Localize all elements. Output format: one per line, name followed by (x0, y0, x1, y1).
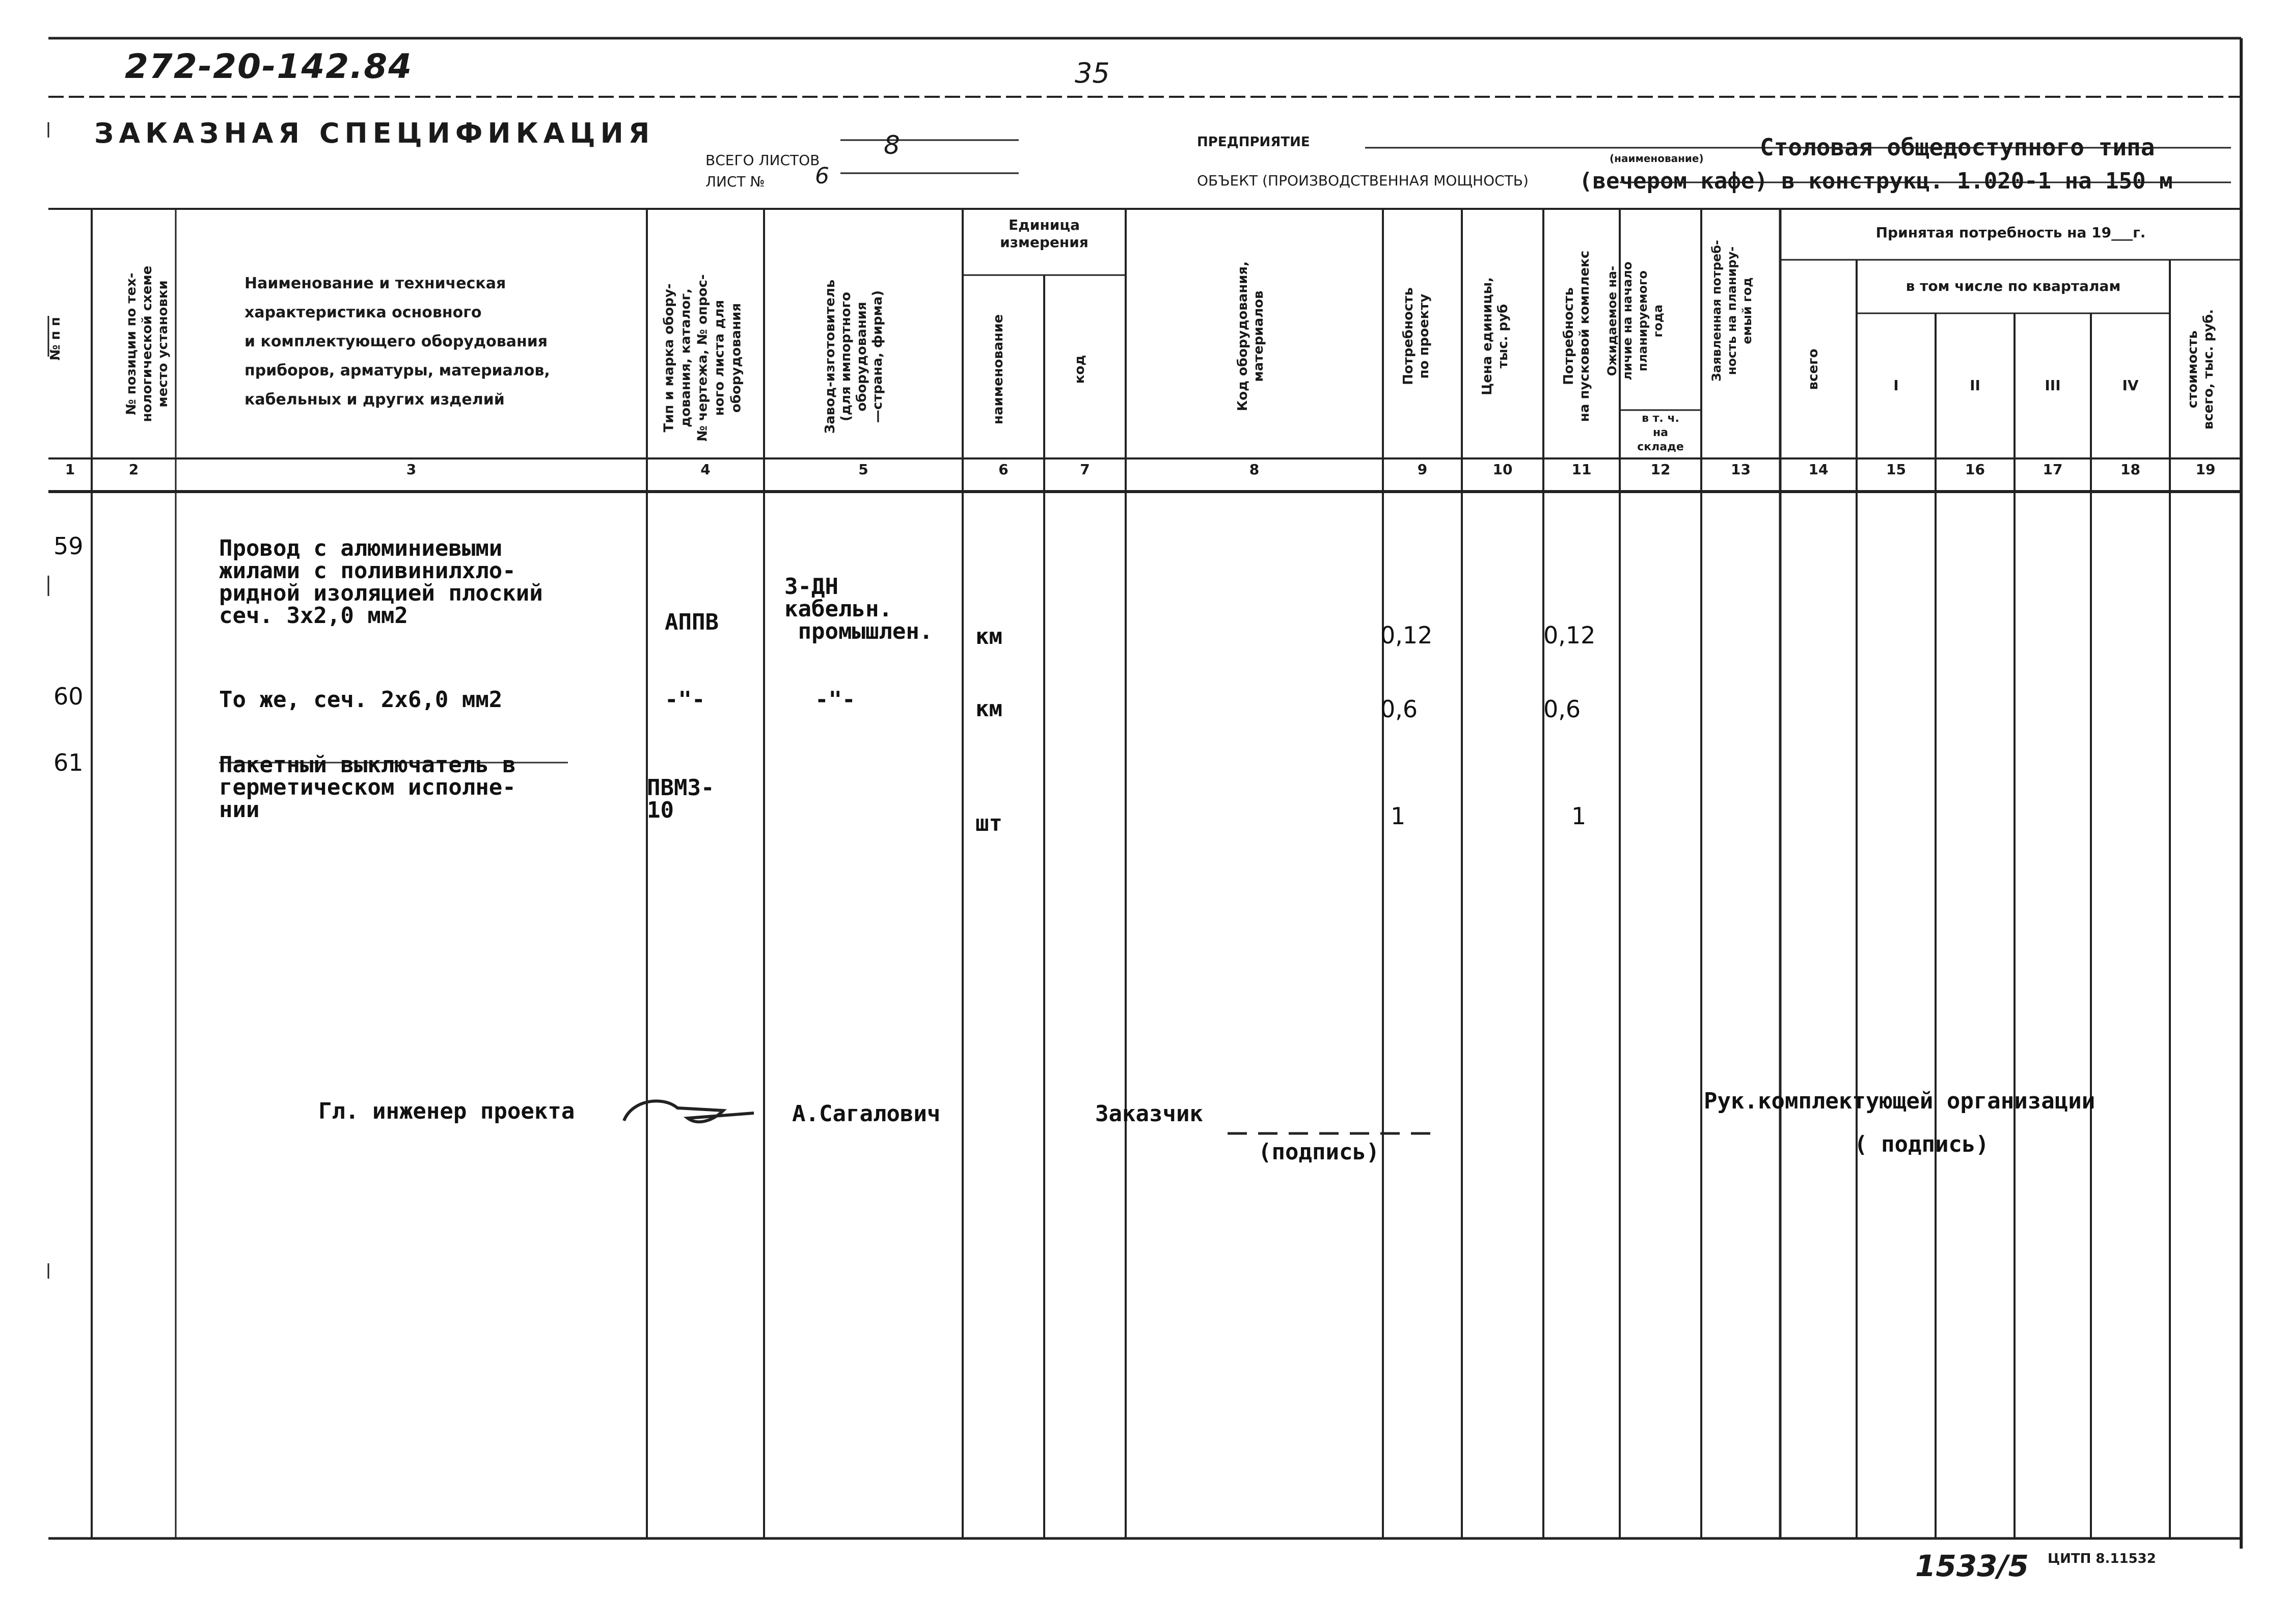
col-header-quarters-group: в том числе по кварталам (1906, 278, 2121, 294)
col-header-1: № п п (48, 317, 63, 361)
col-number: 13 (1731, 461, 1751, 478)
row-61-number: 61 (53, 749, 84, 776)
col-header-14: всего (1806, 348, 1821, 390)
enterprise-value: Столовая общедоступного типа (1760, 133, 2155, 161)
row-59-launch: 0,12 (1543, 621, 1596, 649)
col-number: 6 (998, 461, 1009, 478)
row-60-type: -"- (665, 687, 705, 713)
row-60-unit: км (975, 696, 1002, 722)
row-59-type: АППВ (665, 609, 719, 635)
col-header-9: Потребность по проекту (1401, 287, 1432, 385)
col-header-8: Код оборудования, материалов (1235, 261, 1266, 412)
enterprise-label: ПРЕДПРИЯТИЕ (1197, 134, 1310, 150)
row-61-type: ПВМ3- 10 (647, 775, 715, 823)
col-header-12: Ожидаемое на- личие на начало планируемого года (1605, 261, 1665, 381)
col-number: 15 (1886, 461, 1906, 478)
form-title: ЗАКАЗНАЯ СПЕЦИФИКАЦИЯ (94, 117, 655, 149)
row-59-unit: км (975, 624, 1002, 649)
col-header-5: Завод-изготовитель (для импортного оборудования —страна, фирма) (823, 279, 885, 434)
row-60-number: 60 (53, 683, 84, 710)
row-59-maker: З-ДН кабельн. промышлен. (784, 574, 933, 644)
document-number: 272-20-142.84 (125, 47, 413, 86)
row-59-number: 59 (53, 532, 84, 560)
col-header-12-sub: в т. ч. на складе (1637, 412, 1684, 453)
row-60-name: То же, сеч. 2х6,0 мм2 (219, 687, 503, 713)
col-header-13: Заявленная потреб- ность на планиру- емый год (1709, 240, 1754, 382)
footer-stamp: 1533/5 (1915, 1549, 2029, 1583)
col-number: 2 (128, 461, 139, 478)
customer-signature-hint: (подпись) (1258, 1139, 1380, 1165)
page-number: 35 (1075, 57, 1110, 89)
footer-code: ЦИТП 8.11532 (2048, 1551, 2156, 1566)
row-60-maker: -"- (815, 687, 856, 713)
col-header-18: IV (2122, 377, 2139, 394)
row-61-name: Пакетный выключатель в герметическом исполне- нии (219, 752, 516, 823)
customer-label: Заказчик (1095, 1101, 1203, 1127)
chief-engineer-name: А.Сагалович (792, 1101, 941, 1127)
col-number: 7 (1080, 461, 1090, 478)
col-header-10: Цена единицы, тыс. руб (1480, 277, 1511, 396)
col-number: 12 (1650, 461, 1671, 478)
row-61-need: 1 (1391, 802, 1406, 830)
col-header-unit-group: Единица измерения (1000, 216, 1088, 251)
col-header-16: II (1970, 377, 1980, 394)
col-number: 10 (1492, 461, 1513, 478)
col-number: 3 (406, 461, 417, 478)
col-number: 9 (1417, 461, 1428, 478)
sheet-label: ЛИСТ № (705, 173, 765, 190)
col-number: 17 (2043, 461, 2063, 478)
col-header-11: Потребность на пусковой комплекс (1561, 250, 1592, 422)
supplier-label: Рук.комплектующей организации (1704, 1088, 2096, 1114)
sheets-total-value: 8 (884, 130, 900, 160)
col-header-19: стоимость всего, тыс. руб. (2185, 309, 2216, 430)
col-number: 11 (1571, 461, 1592, 478)
row-60-launch: 0,6 (1543, 695, 1581, 723)
col-header-3: Наименование и техническая характеристика основного и комплектующего оборудования приборов, арматуры, материалов, кабельных и других изделий (244, 275, 550, 409)
col-header-accepted-group: Принятая потребность на 19___г. (1875, 224, 2146, 241)
col-number: 16 (1965, 461, 1985, 478)
col-number: 8 (1249, 461, 1260, 478)
col-header-17: III (2045, 377, 2061, 394)
col-number: 5 (858, 461, 868, 478)
col-header-4: Тип и марка обору- дования, каталог, № чертежа, № опрос- ного листа для оборудования (661, 274, 744, 442)
col-header-15: I (1893, 377, 1899, 394)
col-number: 19 (2195, 461, 2216, 478)
name-hint: (наименование) (1610, 152, 1704, 165)
col-number: 18 (2120, 461, 2140, 478)
row-59-need: 0,12 (1380, 621, 1433, 649)
col-number: 4 (700, 461, 711, 478)
col-number: 14 (1808, 461, 1829, 478)
col-number: 1 (65, 461, 75, 478)
chief-engineer-label: Гл. инженер проекта (318, 1098, 575, 1124)
row-59-name: Провод с алюминиевыми жилами с поливинилхло- ридной изоляцией плоский сеч. 3х2,0 мм2 (219, 535, 543, 629)
sheet-value: 6 (815, 163, 829, 189)
row-60-need: 0,6 (1380, 695, 1418, 723)
row-61-launch: 1 (1571, 802, 1587, 830)
col-header-7: код (1072, 355, 1087, 384)
supplier-signature-hint: ( подпись) (1854, 1131, 1989, 1157)
row-61-unit: шт (975, 810, 1002, 836)
col-header-2: № позиции по тех- нологической схеме место установки (124, 265, 171, 422)
object-label: ОБЪЕКТ (ПРОИЗВОДСТВЕННАЯ МОЩНОСТЬ) (1197, 172, 1529, 189)
col-header-6: наименование (991, 314, 1006, 425)
sheets-total-label: ВСЕГО ЛИСТОВ (705, 152, 820, 169)
object-value: (вечером кафе) в конструкц. 1.020-1 на 150 м (1579, 168, 2173, 194)
